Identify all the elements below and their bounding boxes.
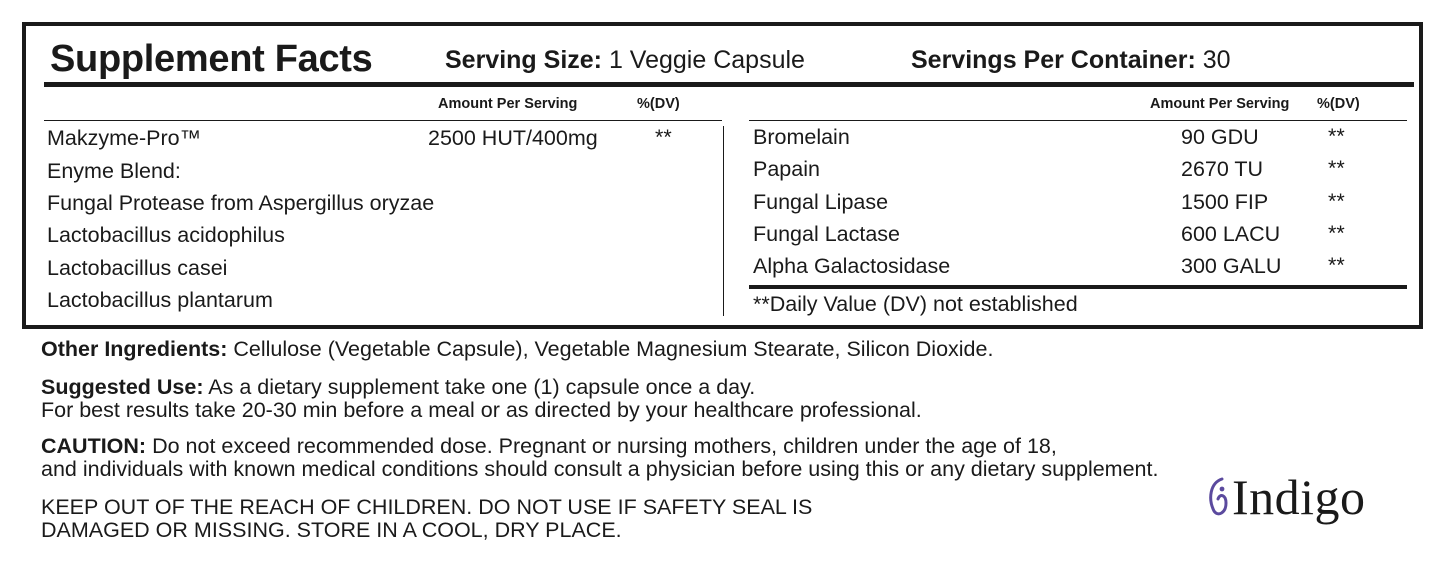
right-row-dv: ** — [1328, 189, 1345, 213]
left-amount-header: Amount Per Serving — [438, 96, 578, 112]
column-divider — [723, 126, 724, 316]
suggested-use-line1: As a dietary supplement take one (1) capsule once a day. — [203, 375, 756, 399]
suggested-use-label: Suggested Use: — [41, 375, 204, 399]
right-row-dv: ** — [1328, 221, 1345, 245]
right-row-amount: 1500 FIP — [1181, 190, 1269, 214]
right-row-amount: 300 GALU — [1181, 254, 1282, 278]
right-row-name: Bromelain — [753, 125, 850, 149]
left-row-name: Lactobacillus acidophilus — [47, 223, 285, 247]
right-column-rule — [749, 120, 1407, 121]
left-dv-header: %(DV) — [637, 96, 680, 112]
right-row-dv: ** — [1328, 253, 1345, 277]
servings-per-container — [911, 46, 1231, 75]
right-row-name: Papain — [753, 157, 820, 181]
header-rule — [44, 82, 1414, 87]
right-row-name: Alpha Galactosidase — [753, 254, 951, 278]
warning-line1: KEEP OUT OF THE REACH OF CHILDREN. DO NOT USE IF SAFETY SEAL IS — [41, 495, 813, 519]
right-row-amount: 600 LACU — [1181, 222, 1281, 246]
right-row-name: Fungal Lipase — [753, 190, 889, 214]
serving-size — [445, 46, 805, 75]
left-row-dv: ** — [655, 125, 672, 149]
indigo-logo — [1206, 468, 1366, 526]
other-ingredients — [41, 338, 993, 361]
caution-line2: and individuals with known medical conditions should consult a physician before using this or any dietary supplement. — [41, 457, 1159, 481]
left-column-rule — [44, 120, 722, 121]
caution-line1: Do not exceed recommended dose. Pregnant or nursing mothers, children under the age of 18, — [146, 434, 1057, 458]
servings-value: 30 — [1202, 46, 1231, 74]
serving-size-value: 1 Veggie Capsule — [608, 46, 805, 74]
left-row-amount: 2500 HUT/400mg — [428, 126, 598, 150]
caution-label: CAUTION: — [41, 434, 147, 458]
left-row-name: Lactobacillus plantarum — [47, 288, 273, 312]
brand-name: Indigo — [1232, 469, 1366, 525]
footnote-rule — [749, 285, 1407, 289]
right-row-name: Fungal Lactase — [753, 222, 901, 246]
right-row-amount: 2670 TU — [1181, 157, 1264, 181]
right-amount-header: Amount Per Serving — [1150, 96, 1290, 112]
servings-label: Servings Per Container: — [911, 46, 1196, 74]
dv-footnote: **Daily Value (DV) not established — [753, 292, 1078, 316]
other-ingredients-label: Other Ingredients: — [41, 337, 228, 361]
right-row-dv: ** — [1328, 124, 1345, 148]
warning-line2: DAMAGED OR MISSING. STORE IN A COOL, DRY PLACE. — [41, 518, 622, 542]
right-row-amount: 90 GDU — [1181, 125, 1259, 149]
serving-size-label: Serving Size: — [445, 46, 602, 74]
supplement-facts-panel — [22, 22, 1423, 329]
suggested-use-line2: For best results take 20-30 min before a meal or as directed by your healthcare professional. — [41, 398, 922, 422]
suggested-use — [41, 376, 922, 422]
left-row-name: Enyme Blend: — [47, 159, 181, 183]
right-row-dv: ** — [1328, 156, 1345, 180]
left-row-name: Makzyme-Pro™ — [47, 126, 202, 150]
right-dv-header: %(DV) — [1317, 96, 1360, 112]
indigo-swirl-icon — [1206, 475, 1232, 519]
storage-warning — [41, 496, 812, 542]
left-row-name: Lactobacillus casei — [47, 256, 228, 280]
other-ingredients-text: Cellulose (Vegetable Capsule), Vegetable Magnesium Stearate, Silicon Dioxide. — [227, 337, 994, 361]
caution — [41, 435, 1158, 481]
left-row-name: Fungal Protease from Aspergillus oryzae — [47, 191, 435, 215]
panel-title: Supplement Facts — [50, 38, 373, 80]
